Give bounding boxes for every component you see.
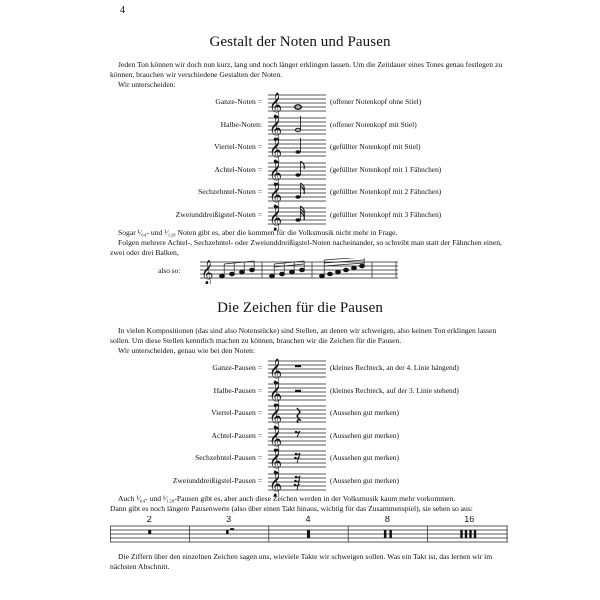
dann-paragraph: Dann gibt es noch längere Pausenwerte (also über einen Takt hinaus, wichtig für das Zusammenspiel), sie sehen so aus: — [110, 504, 473, 513]
folgen-paragraph: Folgen mehrere Achtel-, Sechzehntel- oder Zweiunddreißigstel-Noten nacheinander, so schreibt man statt der Fähnchen einen, zwei oder drei Balken, — [110, 238, 502, 258]
beamed-sixteenth-notes — [270, 261, 305, 278]
note-row-label: Achtel-Noten = — [214, 164, 262, 174]
sixteenth-rest-icon — [294, 453, 300, 463]
note-row-label: Zweiunddreißigstel-Noten = — [175, 209, 262, 219]
rest-row-label: Sechzehntel-Pausen = — [195, 453, 262, 462]
treble-clef-icon: 𝄞 — [269, 93, 283, 118]
beamed-thirtysecond-notes — [320, 258, 365, 278]
sixteenth-note-icon — [295, 183, 304, 199]
note-row-label: Sechzehntel-Noten = — [198, 187, 262, 196]
treble-clef-icon: 𝄞 — [269, 183, 283, 208]
eighth-rest-icon — [295, 430, 300, 436]
half-note-icon — [295, 116, 300, 132]
section-title-notes: Gestalt der Noten und Pausen — [209, 34, 391, 50]
multi-measure-rest-icon — [307, 530, 310, 538]
eighth-note-icon — [295, 161, 304, 177]
note-row-description: (gefüllter Notenkopf mit 3 Fähnchen) — [330, 209, 442, 219]
beamed-notes-staff — [200, 258, 400, 284]
auch-paragraph: Auch ¹⁄₆₄- und ¹⁄₁₂₈-Pausen gibt es, aber auch diese Zeichen werden in der Volksmusik kaum mehr vorkommen. — [118, 494, 456, 503]
rest-row-description: (kleines Rechteck, an der 4. Linie hängend) — [330, 363, 459, 372]
quarter-note-icon — [295, 138, 300, 154]
page-number: 4 — [120, 5, 125, 16]
multi-rest-staff — [110, 516, 510, 546]
measure-count-label: 3 — [226, 516, 232, 524]
rest-symbol-staff — [268, 467, 328, 497]
note-row-description: (gefüllter Notenkopf mit 2 Fähnchen) — [330, 187, 442, 196]
half-rest-icon — [295, 389, 301, 391]
beamed-eighth-notes — [220, 261, 255, 278]
rest-row-label: Achtel-Pausen = — [211, 430, 262, 440]
section-title-rests: Die Zeichen für die Pausen — [217, 300, 383, 316]
measure-count-label: 2 — [146, 516, 152, 524]
multi-measure-rest-icon — [148, 530, 151, 534]
treble-clef-icon: 𝄞 — [269, 381, 283, 407]
sogar-paragraph: Sogar ¹⁄₆₄- und ¹⁄₁₂₈ Noten gibt es, aber die kommen für die Volksmusik nicht mehr in Frage. — [118, 228, 398, 237]
treble-clef-icon: 𝄞 — [269, 138, 283, 163]
note-row-description: (gefüllter Notenkopf mit 1 Fähnchen) — [330, 164, 442, 174]
ziffern-paragraph: Die Ziffern über den einzelnen Zeichen sagen uns, wieviele Takte wir schweigen sollen. Was ein Takt ist, das lernen wir im nächsten Abschnitt. — [110, 552, 493, 572]
multi-measure-rest-icon — [226, 528, 234, 534]
rests-intro-paragraph: In vielen Kompositionen (das sind also Notenstücke) sind Stellen, an denen wir schweigen, also keinen Ton erklingen lassen sollen. Um diese Stellen kenntlich machen zu können, brauchen wir die Zeichen für die Pausen. — [110, 326, 497, 346]
measure-count-label: 4 — [305, 516, 311, 524]
treble-clef-icon: 𝄞 — [269, 359, 283, 384]
rest-row-label: Halbe-Pausen = — [213, 385, 262, 395]
rest-row-label: Viertel-Pausen = — [211, 408, 262, 417]
notes-lead-text: Wir unterscheiden: — [118, 80, 176, 89]
rest-row-description: (Aussehen gut merken) — [330, 475, 399, 485]
measure-count-label: 16 — [464, 516, 475, 524]
note-row-description: (gefüllter Notenkopf mit Stiel) — [330, 142, 421, 151]
note-symbol-staff — [268, 201, 328, 231]
note-row-label: Viertel-Noten = — [214, 142, 262, 151]
note-row-description: (offener Notenkopf ohne Stiel) — [330, 97, 422, 106]
treble-clef-icon: 𝄞 — [269, 404, 283, 429]
treble-clef-icon: 𝄞 — [269, 115, 283, 141]
rests-lead-text: Wir unterscheiden, genau wie bei den Noten: — [118, 346, 255, 355]
rest-row-description: (Aussehen gut merken) — [330, 408, 399, 417]
treble-clef-icon: 𝄞 — [201, 260, 214, 284]
treble-clef-icon: 𝄞 — [269, 205, 283, 231]
also-so-label: also so: — [158, 266, 181, 275]
note-row-label: Ganze-Noten = — [215, 97, 262, 106]
whole-rest-icon — [295, 365, 301, 367]
note-row-label: Halbe-Noten: — [220, 119, 262, 129]
notes-intro-paragraph: Jeden Ton können wir doch nun kurz, lang und noch länger erklingen lassen. Um die Zeitdauer eines Tones genau festlegen zu können, brauchen wir verschiedene Gestalten der Noten. — [110, 60, 503, 80]
rest-row-description: (Aussehen gut merken) — [330, 453, 399, 462]
rest-row-description: (Aussehen gut merken) — [330, 430, 399, 440]
rest-row-label: Zweiunddreißigstel-Pausen = — [172, 475, 262, 485]
rest-row-label: Ganze-Pausen = — [212, 363, 262, 372]
treble-clef-icon: 𝄞 — [269, 160, 283, 186]
note-row-description: (offener Notenkopf mit Stiel) — [330, 119, 417, 129]
thirtysecond-note-icon — [295, 206, 304, 222]
rest-row-description: (kleines Rechteck, auf der 3. Linie stehend) — [330, 385, 459, 395]
measure-count-label: 8 — [384, 516, 390, 524]
treble-clef-icon: 𝄞 — [269, 471, 283, 497]
treble-clef-icon: 𝄞 — [269, 449, 283, 474]
treble-clef-icon: 𝄞 — [269, 426, 283, 452]
